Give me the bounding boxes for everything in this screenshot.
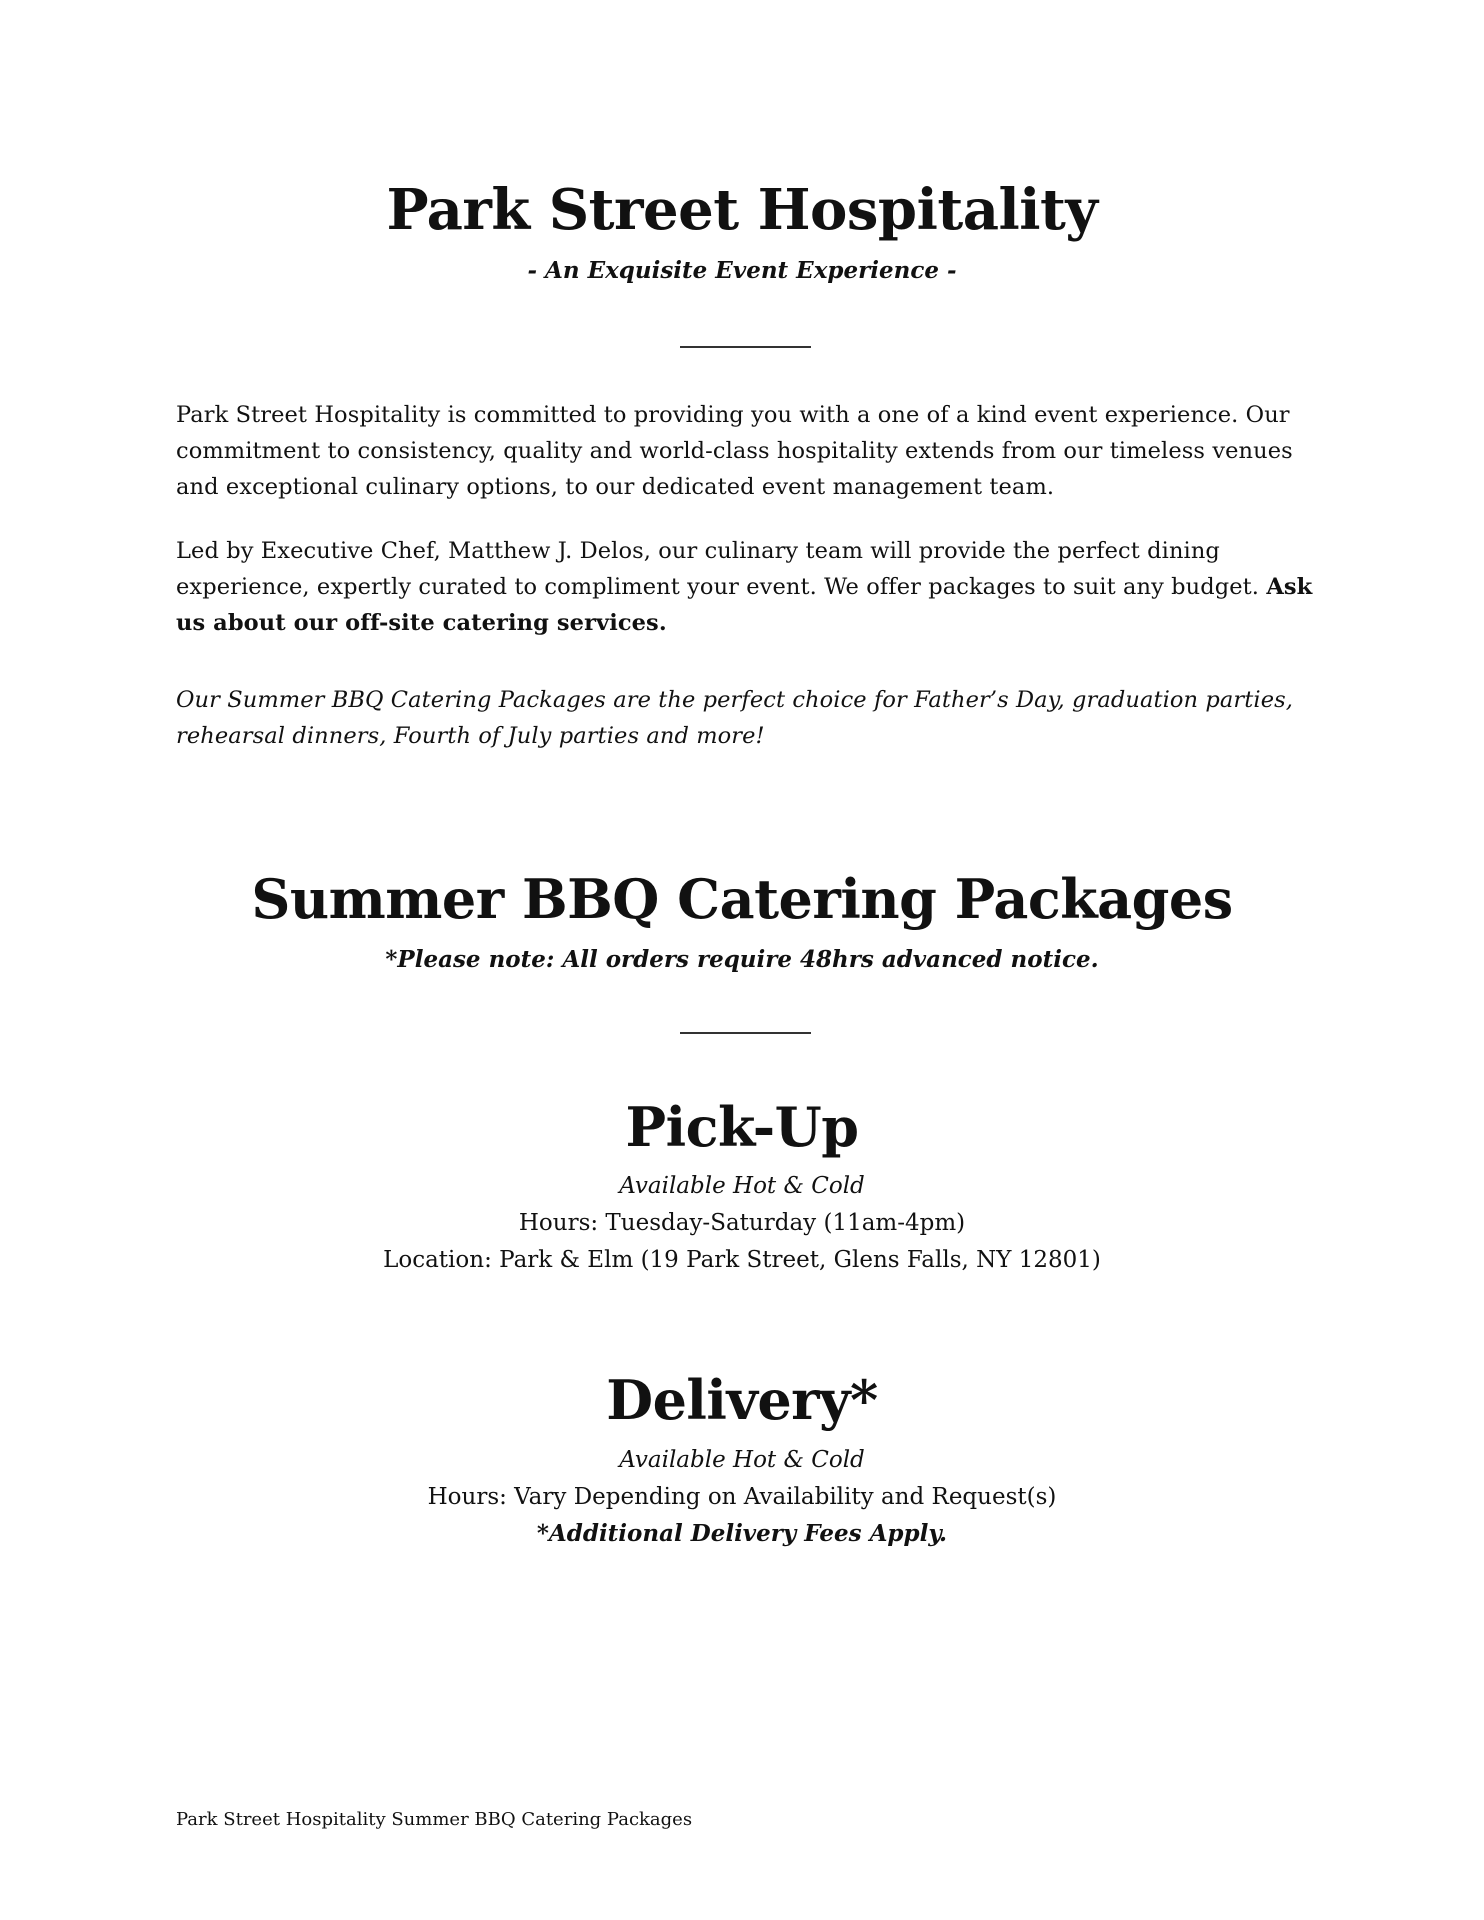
- page-title: Park Street Hospitality: [386, 177, 1098, 243]
- intro-paragraph-1: Park Street Hospitality is committed to providing you with a one of a kind event experience. Our commitment to consistency, quality and world-class hospitality extends from our timeless venues and exceptional culinary options, to our dedicated event management team.: [176, 402, 1293, 500]
- intro-paragraph-2: [176, 533, 1326, 641]
- divider-rule: [680, 1032, 811, 1034]
- offsite-catering-callout: Ask us about our off-site catering services.: [176, 574, 1313, 636]
- divider-rule: [680, 346, 811, 348]
- pickup-location: Location: Park & Elm (19 Park Street, Glens Falls, NY 12801): [383, 1247, 1101, 1273]
- advance-notice: *Please note: All orders require 48hrs advanced notice.: [385, 946, 1099, 973]
- delivery-fees: *Additional Delivery Fees Apply.: [536, 1520, 948, 1547]
- delivery-hours: Hours: Vary Depending on Availability and Request(s): [427, 1484, 1057, 1510]
- page-footer: Park Street Hospitality Summer BBQ Catering Packages: [176, 1809, 693, 1830]
- intro-paragraph-2-text: Led by Executive Chef, Matthew J. Delos, our culinary team will provide the perfect dining experience, expertly curated to compliment your event. We offer packages to suit any budget.: [176, 538, 1267, 600]
- tagline: - An Exquisite Event Experience -: [527, 257, 957, 284]
- pickup-title: Pick-Up: [625, 1095, 859, 1159]
- pickup-availability: Available Hot & Cold: [619, 1173, 865, 1199]
- delivery-title: Delivery*: [606, 1368, 878, 1432]
- delivery-availability: Available Hot & Cold: [619, 1447, 865, 1473]
- pickup-hours: Hours: Tuesday-Saturday (11am-4pm): [518, 1210, 966, 1236]
- intro-paragraph-3: Our Summer BBQ Catering Packages are the perfect choice for Father’s Day, graduation parties, rehearsal dinners, Fourth of July parties and more!: [176, 687, 1294, 749]
- packages-title: Summer BBQ Catering Packages: [251, 867, 1233, 931]
